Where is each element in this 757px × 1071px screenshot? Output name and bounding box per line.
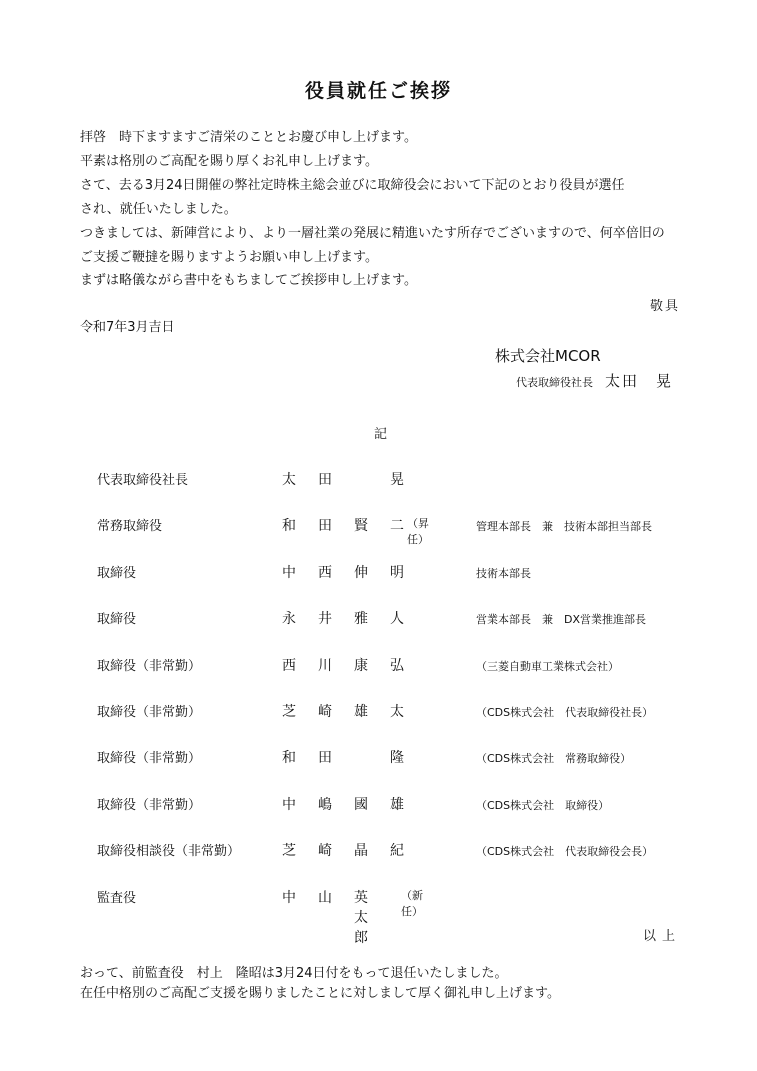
officer-title: 代表取締役社長 [97, 473, 189, 488]
officer-name-char: 太 [282, 472, 296, 488]
greeting-line: さて、去る3月24日開催の弊社定時株主総会並びに取締役会において下記のとおり役員が選任 [80, 178, 625, 193]
officer-name-char: 川 [318, 658, 332, 674]
officer-name-char: 山 [318, 890, 332, 906]
officer-title: 取締役（非常勤） [97, 751, 202, 766]
officer-title: 監査役 [97, 891, 137, 906]
greeting-line: つきましては、新陣営により、より一層社業の発展に精進いたす所存でございますので、何卒倍旧の [80, 226, 665, 241]
officer-name-char: 永 [282, 611, 296, 627]
officer-title: 取締役（非常勤） [97, 705, 202, 720]
officer-name-char: 西 [282, 658, 296, 674]
officer-name-char: 二 [390, 518, 404, 534]
officer-title: 取締役（非常勤） [97, 798, 202, 813]
officer-note: （CDS株式会社 代表取締役会長） [476, 845, 654, 858]
greeting-line: ご支援ご鞭撻を賜りますようお願い申し上げます。 [80, 250, 378, 265]
officer-name-char: 賢 [354, 518, 368, 534]
officer-name-char: 弘 [390, 658, 404, 674]
officer-name-char: 崎 [318, 843, 332, 859]
officer-name-char: 和 [282, 750, 296, 766]
greeting-line: され、就任いたしました。 [80, 202, 237, 217]
officer-name-char: 崎 [318, 704, 332, 720]
officer-name-char: 太 [390, 704, 404, 720]
officer-name-char: 芝 [282, 704, 296, 720]
officer-name-suffix: （新任） [401, 889, 423, 918]
officer-note: （CDS株式会社 取締役） [476, 799, 610, 812]
officer-name-char: 中 [282, 890, 296, 906]
company-name: 株式会社MCOR [495, 347, 601, 365]
officer-name-char: 雄 [354, 704, 368, 720]
footer-line: 在任中格別のご高配ご支援を賜りましたことに対しまして厚く御礼申し上げます。 [80, 986, 560, 1001]
officer-name-char: 芝 [282, 843, 296, 859]
officer-name-char: 中 [282, 565, 296, 581]
officer-name-char: 晶 [354, 843, 368, 859]
officer-name-char: 伸 [354, 565, 368, 581]
officer-row [0, 747, 757, 771]
greeting-line: 平素は格別のご高配を賜り厚くお礼申し上げます。 [80, 154, 378, 169]
greeting-line: まずは略儀ながら書中をもちましてご挨拶申し上げます。 [80, 273, 417, 288]
officer-title: 取締役（非常勤） [97, 659, 202, 674]
footer-line: おって、前監査役 村上 隆昭は3月24日付をもって退任いたしました。 [80, 966, 508, 981]
officer-row [0, 840, 757, 864]
officer-name-char: 田 [318, 750, 332, 766]
document-title: 役員就任ご挨拶 [304, 80, 452, 102]
officer-name-char: 明 [390, 565, 404, 581]
officer-name-char: 中 [282, 797, 296, 813]
officer-row [0, 469, 757, 493]
officer-name-char: 田 [318, 518, 332, 534]
officer-name-char: 雄 [390, 797, 404, 813]
date-line: 令和7年3月吉日 [80, 320, 175, 335]
officer-row [0, 794, 757, 818]
closing-keigu: 敬具 [650, 299, 681, 314]
officer-row [0, 608, 757, 632]
officer-row [0, 701, 757, 725]
officer-name-char: 田 [318, 472, 332, 488]
officer-name-char: 晃 [390, 472, 404, 488]
officer-note: 管理本部長 兼 技術本部担当部長 [476, 520, 652, 533]
officer-name-char: 和 [282, 518, 296, 534]
greeting-line: 拝啓 時下ますますご清栄のこととお慶び申し上げます。 [80, 130, 417, 145]
officer-name-char: 西 [318, 565, 332, 581]
officer-note: （三菱自動車工業株式会社） [476, 660, 619, 673]
representative-title: 代表取締役社長 [516, 376, 593, 389]
closing-ijo: 以上 [643, 929, 682, 944]
officer-note: 営業本部長 兼 DX営業推進部長 [476, 613, 647, 626]
officer-note: （CDS株式会社 代表取締役社長） [476, 706, 654, 719]
officer-name-char: 雅 [354, 611, 368, 627]
officer-title: 取締役相談役（非常勤） [97, 844, 241, 859]
officer-title: 取締役 [97, 566, 137, 581]
officer-note: 技術本部長 [476, 567, 531, 580]
officer-name-char: 英太郎 [354, 890, 368, 946]
officer-row [0, 515, 757, 546]
officer-note: （CDS株式会社 常務取締役） [476, 752, 632, 765]
ki-heading: 記 [374, 427, 388, 442]
officer-row [0, 562, 757, 586]
officer-title: 常務取締役 [97, 519, 163, 534]
officer-name-suffix: （昇任） [407, 517, 429, 546]
officer-name-char: 隆 [390, 750, 404, 766]
representative-name: 太田 晃 [605, 372, 674, 390]
officer-title: 取締役 [97, 612, 137, 627]
officer-name-char: 康 [354, 658, 368, 674]
officer-name-char: 嶋 [318, 797, 332, 813]
officer-row [0, 655, 757, 679]
officer-name-char: 國 [354, 797, 368, 813]
officer-name-char: 井 [318, 611, 332, 627]
representative [516, 370, 673, 391]
officer-name-char: 紀 [390, 843, 404, 859]
officer-name-char: 人 [390, 611, 404, 627]
